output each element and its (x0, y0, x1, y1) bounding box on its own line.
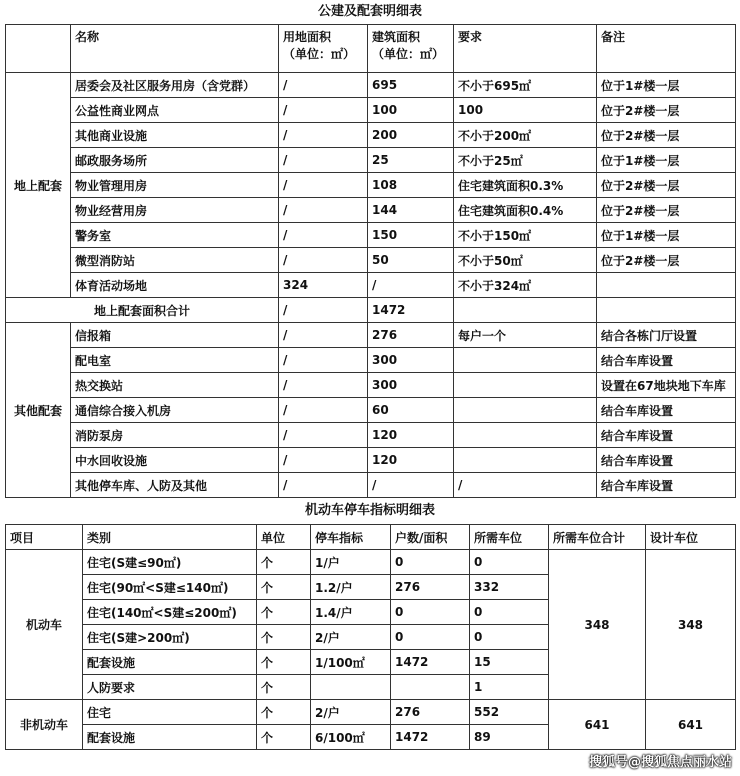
build-area-value: 200 (368, 123, 454, 148)
index-value (311, 675, 391, 700)
land-area-value: / (279, 448, 368, 473)
facility-name: 其他停车库、人防及其他 (71, 473, 279, 498)
facility-name: 配电室 (71, 348, 279, 373)
watermark: 搜狐号@搜狐焦点丽水站 (588, 755, 732, 770)
build-area-value: 60 (368, 398, 454, 423)
remark-value: 结合各栋门厅设置 (597, 323, 736, 348)
facility-name: 通信综合接入机房 (71, 398, 279, 423)
header-required-total: 所需车位合计 (549, 525, 646, 550)
required-value: 552 (470, 700, 549, 725)
category-value: 配套设施 (83, 650, 257, 675)
remark-value (597, 273, 736, 298)
build-area-value: 300 (368, 348, 454, 373)
households-value: 0 (391, 550, 470, 575)
required-value: 15 (470, 650, 549, 675)
land-area-value: / (279, 348, 368, 373)
unit-value: 个 (257, 675, 311, 700)
build-area-value: 120 (368, 423, 454, 448)
remark-value: 位于2#楼一层 (597, 123, 736, 148)
facility-name: 物业管理用房 (71, 173, 279, 198)
remark-value: 位于1#楼一层 (597, 223, 736, 248)
table-row (6, 73, 736, 98)
land-area-value: / (279, 373, 368, 398)
build-area-value: 100 (368, 98, 454, 123)
land-area-value: / (279, 423, 368, 448)
remark-value: 位于2#楼一层 (597, 198, 736, 223)
table-row (6, 98, 736, 123)
requirement-value: 不小于200㎡ (454, 123, 597, 148)
households-value: 276 (391, 700, 470, 725)
requirement-value: 每户一个 (454, 323, 597, 348)
unit-value: 个 (257, 725, 311, 750)
requirement-value: 不小于324㎡ (454, 273, 597, 298)
land-area-value: / (279, 148, 368, 173)
requirement-value: 不小于50㎡ (454, 248, 597, 273)
facility-name: 公益性商业网点 (71, 98, 279, 123)
group-label-nonmotor: 非机动车 (6, 700, 83, 750)
remark-value: 结合车库设置 (597, 448, 736, 473)
remark-value: 设置在67地块地下车库 (597, 373, 736, 398)
households-value: 0 (391, 600, 470, 625)
design-value: 641 (646, 700, 736, 750)
header-build-area: 建筑面积 （单位：㎡） (368, 25, 454, 73)
build-area-value: 300 (368, 373, 454, 398)
category-value: 住宅(140㎡<S建≤200㎡) (83, 600, 257, 625)
requirement-value: 住宅建筑面积0.3% (454, 173, 597, 198)
land-area-value: / (279, 223, 368, 248)
category-value: 住宅 (83, 700, 257, 725)
build-area-value: 150 (368, 223, 454, 248)
subtotal-requirement (454, 298, 597, 323)
build-area-value: 108 (368, 173, 454, 198)
category-value: 人防要求 (83, 675, 257, 700)
facility-name: 热交换站 (71, 373, 279, 398)
required-value: 0 (470, 550, 549, 575)
facility-name: 体育活动场地 (71, 273, 279, 298)
table-row (6, 473, 736, 498)
index-value: 2/户 (311, 625, 391, 650)
facilities-table (5, 24, 736, 498)
requirement-value: 住宅建筑面积0.4% (454, 198, 597, 223)
facility-name: 警务室 (71, 223, 279, 248)
build-area-value: 120 (368, 448, 454, 473)
header-design: 设计车位 (646, 525, 736, 550)
table2-header-row (6, 525, 736, 550)
header-remark: 备注 (597, 25, 736, 73)
land-area-value: / (279, 473, 368, 498)
remark-value: 位于1#楼一层 (597, 73, 736, 98)
remark-value: 结合车库设置 (597, 348, 736, 373)
households-value: 276 (391, 575, 470, 600)
table-row (6, 198, 736, 223)
unit-value: 个 (257, 700, 311, 725)
subtotal-label: 地上配套面积合计 (6, 298, 279, 323)
remark-value: 位于2#楼一层 (597, 248, 736, 273)
required-value: 0 (470, 625, 549, 650)
land-area-value: 324 (279, 273, 368, 298)
required-value: 0 (470, 600, 549, 625)
facility-name: 中水回收设施 (71, 448, 279, 473)
header-required: 所需车位 (470, 525, 549, 550)
facility-name: 微型消防站 (71, 248, 279, 273)
requirement-value: 不小于25㎡ (454, 148, 597, 173)
required-total-value: 641 (549, 700, 646, 750)
build-area-value: 695 (368, 73, 454, 98)
remark-value: 位于2#楼一层 (597, 98, 736, 123)
requirement-value (454, 373, 597, 398)
facility-name: 消防泵房 (71, 423, 279, 448)
header-land-area: 用地面积 （单位：㎡） (279, 25, 368, 73)
requirement-value (454, 348, 597, 373)
requirement-value: 不小于150㎡ (454, 223, 597, 248)
index-value: 1.2/户 (311, 575, 391, 600)
header-requirement: 要求 (454, 25, 597, 73)
required-value: 89 (470, 725, 549, 750)
requirement-value: 不小于695㎡ (454, 73, 597, 98)
table-row (6, 323, 736, 348)
requirement-value (454, 423, 597, 448)
unit-value: 个 (257, 550, 311, 575)
required-value: 332 (470, 575, 549, 600)
group-label-other: 其他配套 (6, 323, 71, 498)
build-area-value: 50 (368, 248, 454, 273)
table-row (6, 448, 736, 473)
unit-value: 个 (257, 625, 311, 650)
households-value: 0 (391, 625, 470, 650)
header-name: 名称 (71, 25, 279, 73)
index-value: 6/100㎡ (311, 725, 391, 750)
remark-value: 结合车库设置 (597, 398, 736, 423)
requirement-value (454, 398, 597, 423)
table-row (6, 273, 736, 298)
build-area-value: 25 (368, 148, 454, 173)
index-value: 2/户 (311, 700, 391, 725)
facility-name: 物业经营用房 (71, 198, 279, 223)
table-row (6, 700, 736, 725)
land-area-value: / (279, 73, 368, 98)
table-row (6, 398, 736, 423)
header-item: 项目 (6, 525, 83, 550)
subtotal-build: 1472 (368, 298, 454, 323)
land-area-value: / (279, 248, 368, 273)
facility-name: 居委会及社区服务用房（含党群） (71, 73, 279, 98)
table-row (6, 423, 736, 448)
unit-value: 个 (257, 650, 311, 675)
requirement-value: / (454, 473, 597, 498)
group-label-above: 地上配套 (6, 73, 71, 298)
design-value: 348 (646, 550, 736, 700)
build-area-value: / (368, 273, 454, 298)
table1-header-row (6, 25, 736, 73)
build-area-value: / (368, 473, 454, 498)
requirement-value (454, 448, 597, 473)
table-row (6, 373, 736, 398)
header-households: 户数/面积 (391, 525, 470, 550)
category-value: 住宅(S建≤90㎡) (83, 550, 257, 575)
remark-value: 结合车库设置 (597, 473, 736, 498)
subtotal-remark (597, 298, 736, 323)
land-area-value: / (279, 98, 368, 123)
land-area-value: / (279, 323, 368, 348)
category-value: 住宅(S建>200㎡) (83, 625, 257, 650)
unit-value: 个 (257, 600, 311, 625)
table-row (6, 123, 736, 148)
parking-table (5, 524, 736, 750)
subtotal-row (6, 298, 736, 323)
category-value: 配套设施 (83, 725, 257, 750)
header-unit: 单位 (257, 525, 311, 550)
table-row (6, 173, 736, 198)
header-index: 停车指标 (311, 525, 391, 550)
households-value: 1472 (391, 725, 470, 750)
table-row (6, 148, 736, 173)
unit-value: 个 (257, 575, 311, 600)
table-row (6, 248, 736, 273)
table-row (6, 348, 736, 373)
facility-name: 邮政服务场所 (71, 148, 279, 173)
index-value: 1/户 (311, 550, 391, 575)
facility-name: 其他商业设施 (71, 123, 279, 148)
required-value: 1 (470, 675, 549, 700)
build-area-value: 276 (368, 323, 454, 348)
build-area-value: 144 (368, 198, 454, 223)
table-row (6, 550, 736, 575)
land-area-value: / (279, 123, 368, 148)
subtotal-land: / (279, 298, 368, 323)
table-row (6, 223, 736, 248)
category-value: 住宅(90㎡<S建≤140㎡) (83, 575, 257, 600)
header-category: 类别 (83, 525, 257, 550)
remark-value: 位于2#楼一层 (597, 173, 736, 198)
index-value: 1.4/户 (311, 600, 391, 625)
households-value: 1472 (391, 650, 470, 675)
land-area-value: / (279, 398, 368, 423)
requirement-value: 100 (454, 98, 597, 123)
facility-name: 信报箱 (71, 323, 279, 348)
index-value: 1/100㎡ (311, 650, 391, 675)
remark-value: 结合车库设置 (597, 423, 736, 448)
land-area-value: / (279, 173, 368, 198)
households-value (391, 675, 470, 700)
table1-title: 公建及配套明细表 (317, 4, 422, 19)
remark-value: 位于1#楼一层 (597, 148, 736, 173)
group-label-motor: 机动车 (6, 550, 83, 700)
table2-title: 机动车停车指标明细表 (304, 503, 435, 518)
land-area-value: / (279, 198, 368, 223)
required-total-value: 348 (549, 550, 646, 700)
